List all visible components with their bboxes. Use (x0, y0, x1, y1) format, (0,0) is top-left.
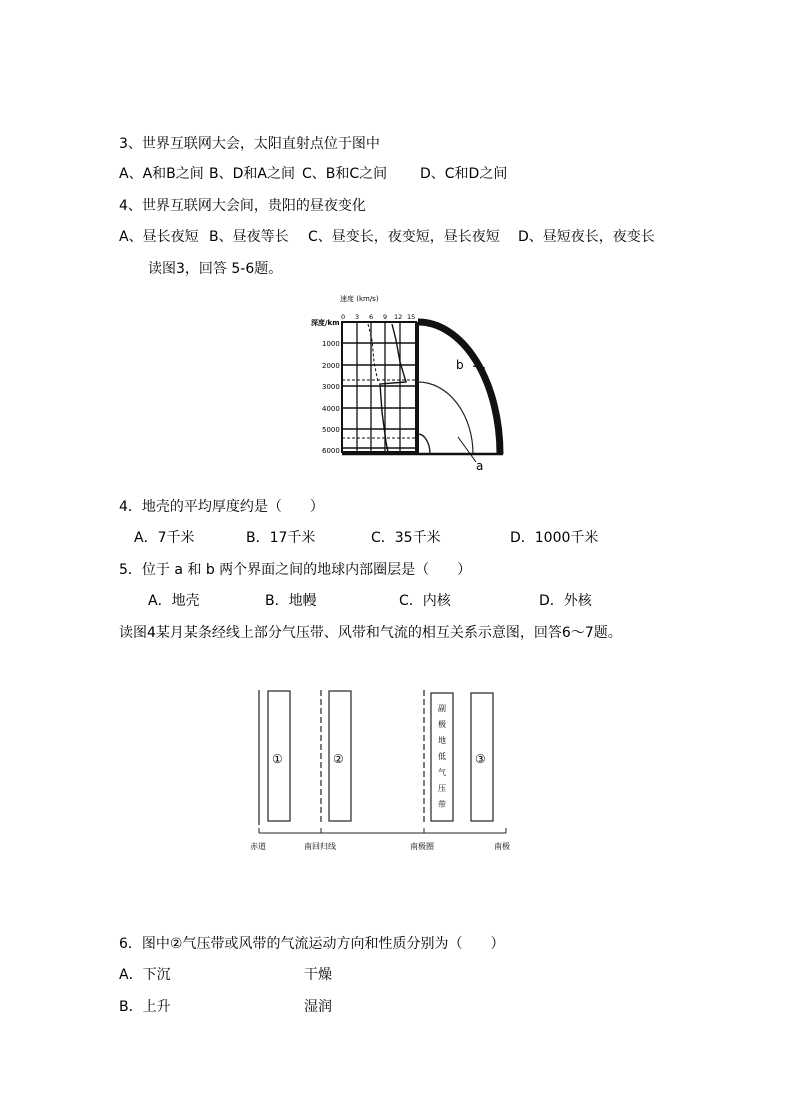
s-wave-curve (368, 324, 378, 382)
label-b: b (456, 358, 464, 372)
q4b-option-c: C．35千米 (371, 530, 441, 546)
box-3-label: ③ (475, 752, 486, 766)
depth-tick-5000: 5000 (322, 426, 340, 434)
figure3-earth-interior-diagram (308, 292, 508, 482)
subpolar-low-belt-label: 副极地低气压带 (438, 704, 446, 809)
q3-option-a: A、A和B之间 (119, 166, 204, 182)
speed-tick-6: 6 (369, 313, 374, 321)
label-a: a (476, 459, 484, 473)
q4b-option-d: D．1000千米 (510, 530, 599, 546)
polar-circle-label: 南极圈 (410, 842, 434, 851)
figure4-intro: 读图4某月某条经线上部分气压带、风带和气流的相互关系示意图，回答6～7题。 (119, 625, 622, 641)
q4a-option-d: D、昼短夜长，夜变长 (518, 229, 655, 245)
speed-tick-3: 3 (355, 313, 360, 321)
figure3-intro: 读图3，回答 5-6题。 (148, 261, 283, 277)
q4a-option-c: C、昼变长，夜变短，昼长夜短 (308, 229, 500, 245)
depth-tick-4000: 4000 (322, 405, 340, 413)
belt-lines (259, 690, 506, 833)
q4a-option-b: B、昼夜等长 (209, 229, 289, 245)
q3-option-b: B、D和A之间 (209, 166, 295, 182)
speed-tick-9: 9 (383, 313, 388, 321)
q6-option-b: B．上升 (119, 999, 171, 1015)
q4b-stem: 4．地壳的平均厚度约是（ ） (119, 499, 324, 515)
depth-axis-label: 深度/km (311, 319, 340, 327)
figure4-pressure-belts-diagram (250, 685, 520, 860)
speed-tick-12: 12 (394, 313, 403, 321)
q5-option-b: B．地幔 (265, 593, 317, 609)
q5-option-c: C．内核 (399, 593, 451, 609)
equator-label: 赤道 (250, 842, 266, 851)
q4a-option-a: A、昼长夜短 (119, 229, 199, 245)
pole-label: 南极 (494, 842, 510, 851)
q3-option-d: D、C和D之间 (420, 166, 508, 182)
q5-option-a: A．地壳 (148, 593, 200, 609)
box-1-label: ① (272, 752, 283, 766)
q6-option-a: A．下沉 (119, 967, 171, 983)
q6-stem: 6．图中②气压带或风带的气流运动方向和性质分别为（ ） (119, 936, 505, 952)
depth-tick-6000: 6000 (322, 447, 340, 455)
speed-axis-label: 速度 (km/s) (340, 295, 379, 303)
q3-option-c: C、B和C之间 (302, 166, 388, 182)
q5-option-d: D．外核 (539, 593, 592, 609)
depth-tick-3000: 3000 (322, 383, 340, 391)
q3-stem: 3、世界互联网大会，太阳直射点位于图中 (119, 136, 380, 152)
q4b-option-b: B．17千米 (246, 530, 316, 546)
depth-tick-1000: 1000 (322, 340, 340, 348)
speed-tick-15: 15 (407, 313, 416, 321)
q5-stem: 5．位于 a 和 b 两个界面之间的地球内部圈层是（ ） (119, 562, 472, 578)
q6-option-a-property: 干燥 (304, 967, 332, 983)
depth-tick-2000: 2000 (322, 362, 340, 370)
q4a-stem: 4、世界互联网大会间，贵阳的昼夜变化 (119, 198, 366, 214)
q4b-option-a: A．7千米 (134, 530, 195, 546)
tropic-label: 南回归线 (304, 842, 336, 851)
velocity-grid (342, 322, 416, 452)
q6-option-b-property: 湿润 (304, 999, 332, 1015)
speed-tick-0: 0 (341, 313, 346, 321)
box-2-label: ② (333, 752, 344, 766)
